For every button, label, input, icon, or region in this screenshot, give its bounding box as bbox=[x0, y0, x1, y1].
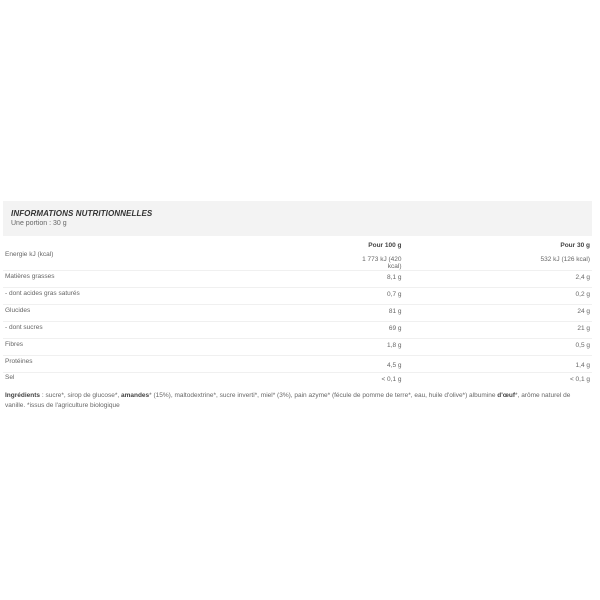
value-per-30g: 0,5 g bbox=[404, 339, 592, 356]
table-row bbox=[3, 305, 592, 322]
ingredients-part-1: : sucre*, sirop de glucose*, bbox=[40, 391, 121, 399]
column-header-per-30g: Pour 30 g bbox=[560, 242, 590, 249]
allergen-egg: d'œuf bbox=[497, 391, 516, 399]
table-header-row bbox=[3, 236, 592, 249]
value-per-30g: < 0,1 g bbox=[404, 373, 592, 387]
allergen-almonds: amandes bbox=[120, 391, 150, 399]
table-row bbox=[3, 288, 592, 305]
table-row bbox=[3, 373, 592, 387]
value-per-30g: 2,4 g bbox=[404, 271, 592, 288]
value-per-30g: 21 g bbox=[404, 322, 592, 339]
nutrient-label: Protéines bbox=[3, 356, 356, 373]
value-per-100g: 4,5 g bbox=[356, 356, 403, 373]
value-per-100g: 81 g bbox=[356, 305, 403, 322]
portion-size: Une portion : 30 g bbox=[11, 220, 67, 227]
ingredients-text bbox=[3, 387, 592, 411]
value-per-100g: 1,8 g bbox=[356, 339, 403, 356]
column-header-per-100g: Pour 100 g bbox=[368, 242, 402, 249]
nutrition-table bbox=[3, 236, 592, 387]
nutrient-label: Matières grasses bbox=[3, 271, 356, 288]
value-per-100g: 1 773 kJ (420 kcal) bbox=[362, 256, 402, 270]
table-row bbox=[3, 356, 592, 373]
table-row bbox=[3, 339, 592, 356]
value-per-30g: 24 g bbox=[404, 305, 592, 322]
nutrient-label: Sel bbox=[3, 373, 356, 387]
value-per-30g: 0,2 g bbox=[404, 288, 592, 305]
table-row bbox=[3, 322, 592, 339]
nutrition-title: INFORMATIONS NUTRITIONNELLES bbox=[11, 209, 153, 218]
value-per-30g: 1,4 g bbox=[404, 356, 592, 373]
value-per-100g: 69 g bbox=[356, 322, 403, 339]
value-per-30g: 532 kJ (126 kcal) bbox=[540, 256, 590, 263]
ingredients-part-3: *, arôme naturel de vanille. *issus de l'agriculture biologique bbox=[5, 391, 571, 409]
table-row bbox=[3, 249, 592, 271]
table-row bbox=[3, 271, 592, 288]
nutrient-label: Fibres bbox=[3, 339, 356, 356]
value-per-100g: 0,7 g bbox=[356, 288, 403, 305]
nutrient-label: - dont acides gras saturés bbox=[3, 288, 356, 305]
nutrient-label: Glucides bbox=[3, 305, 356, 322]
ingredients-label: Ingrédients bbox=[5, 391, 41, 399]
nutrition-panel bbox=[3, 201, 592, 411]
column-header-nutrient bbox=[3, 236, 356, 249]
ingredients-part-2: * (15%), maltodextrine*, sucre inverti*, miel* (3%), pain azyme* (fécule de pomme de terre*, eau, huile d'olive*) albumine bbox=[149, 391, 498, 399]
value-per-100g: 8,1 g bbox=[356, 271, 403, 288]
nutrient-label: Energie kJ (kcal) bbox=[5, 251, 54, 258]
value-per-100g: < 0,1 g bbox=[356, 373, 403, 387]
nutrient-label: - dont sucres bbox=[3, 322, 356, 339]
nutrition-header bbox=[3, 201, 592, 236]
